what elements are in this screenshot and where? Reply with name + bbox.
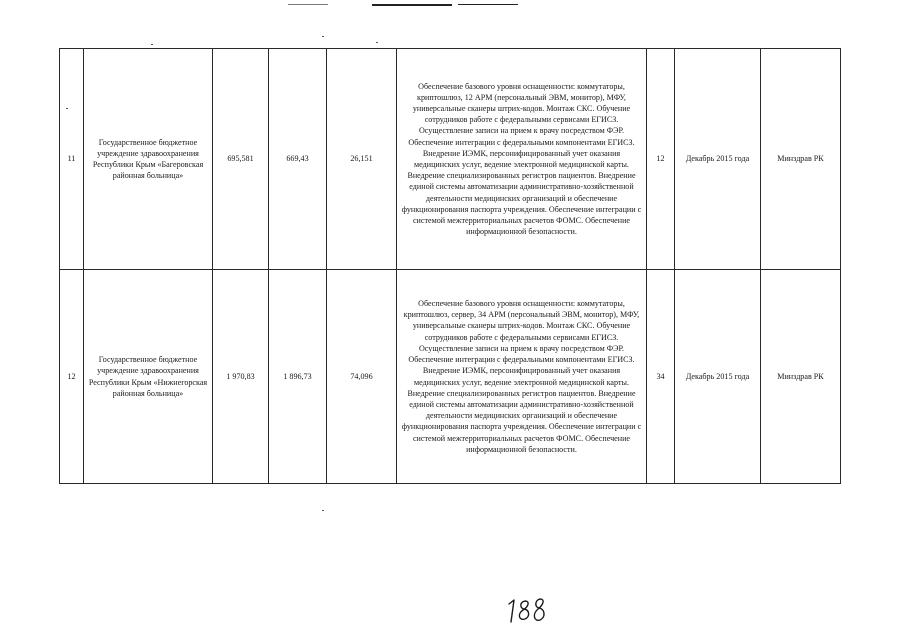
scan-artifact-line <box>288 4 328 5</box>
amount-a: 669,43 <box>269 49 327 270</box>
deadline: Декабрь 2015 года <box>675 270 761 484</box>
amount-b: 74,096 <box>327 270 397 484</box>
scan-speck <box>322 36 324 37</box>
work-description-text: Обеспечение базового уровня оснащенности: коммутаторы, криптошлюз, 12 АРМ (персональный ЭВМ, монитор), МФУ, универсальные сканеры штрих-кодов. Монтаж СКС. Обучение сотрудников работе с федеральными сервисами ЕГИСЗ. Осуществление записи на прием к врачу посредством ФЭР. Обеспечение интеграции с федеральными компонентами ЕГИСЗ. Внедрение ИЭМК, персонифицированный учет оказания медицинских услуг, ведение электронной медицинской карты. Внедрение специализированных регистров пациентов. Внедрение единой системы автоматизации административно-хозяйственной деятельности медицинских организаций и обеспечение функционирования паспорта учреждения. Обеспечение интеграции с системой межтерриториальных расчетов ФОМС. Обеспечение информационной безопасности. <box>401 81 642 237</box>
row-number: 11 <box>60 49 84 270</box>
allocation-table <box>59 48 841 484</box>
institution-name: Государственное бюджетное учреждение здравоохранения Республики Крым «Нижнегорская районная больница» <box>84 270 213 484</box>
table-row <box>60 49 841 270</box>
work-description <box>397 270 647 484</box>
work-description-text: Обеспечение базового уровня оснащенности: коммутаторы, криптошлюз, сервер, 34 АРМ (персональный ЭВМ, монитор), МФУ, универсальные сканеры штрих-кодов. Монтаж СКС. Обучение сотрудников работе с федеральными сервисами ЕГИСЗ. Осуществление записи на прием к врачу посредством ФЭР. Обеспечение интеграции с федеральными компонентами ЕГИСЗ. Внедрение ИЭМК, персонифицированный учет оказания медицинских услуг, ведение электронной медицинской карты. Внедрение специализированных регистров пациентов. Внедрение единой системы автоматизации административно-хозяйственной деятельности медицинских организаций и обеспечение функционирования паспорта учреждения. Обеспечение интеграции с системой межтерриториальных расчетов ФОМС. Обеспечение информационной безопасности. <box>401 299 642 454</box>
amount-a: 1 896,73 <box>269 270 327 484</box>
work-description <box>397 49 647 270</box>
scan-speck <box>151 44 153 45</box>
row-number: 12 <box>60 270 84 484</box>
scan-artifact-line <box>372 4 452 6</box>
scan-speck <box>376 42 378 43</box>
handwritten-page-number <box>505 595 555 627</box>
scan-speck <box>322 510 324 511</box>
scan-artifact-line <box>458 4 518 5</box>
responsible: Минздрав РК <box>761 49 841 270</box>
total-amount: 695,581 <box>213 49 269 270</box>
total-amount: 1 970,83 <box>213 270 269 484</box>
responsible: Минздрав РК <box>761 270 841 484</box>
workstation-count: 12 <box>647 49 675 270</box>
deadline: Декабрь 2015 года <box>675 49 761 270</box>
workstation-count: 34 <box>647 270 675 484</box>
table-row <box>60 270 841 484</box>
institution-name: Государственное бюджетное учреждение здравоохранения Республики Крым «Багеровская районная больница» <box>84 49 213 270</box>
amount-b: 26,151 <box>327 49 397 270</box>
